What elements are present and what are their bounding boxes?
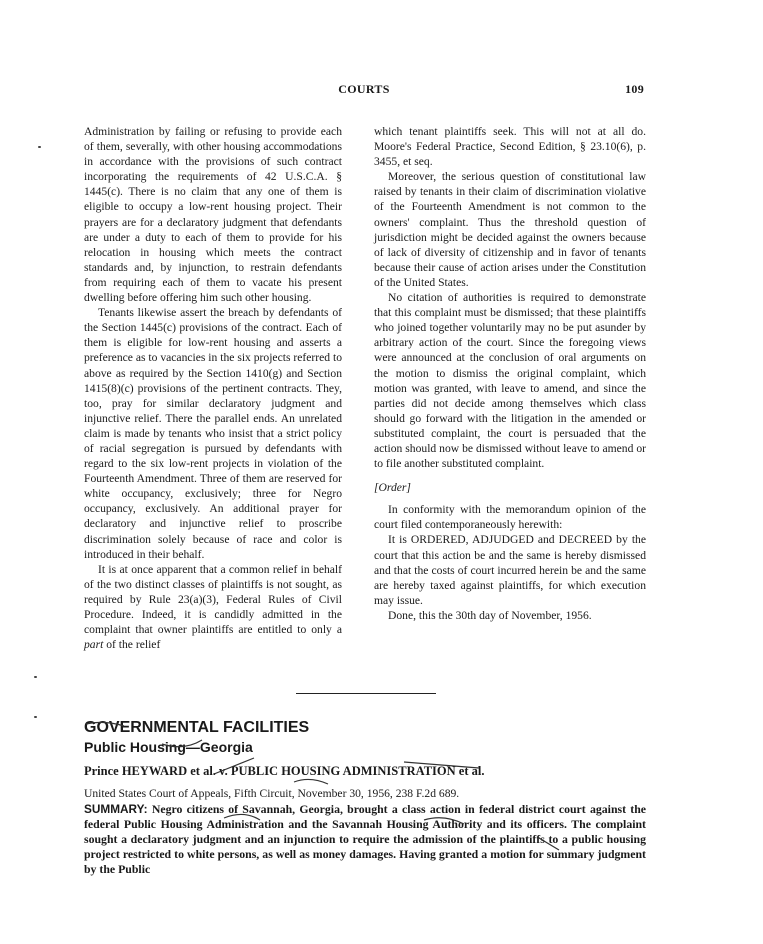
summary-text: Negro citizens of Savannah, Georgia, brought a class action in federal district court against the federal Public Housing Administration and the Savannah Housing Authority and its officers. The complaint sought a declaratory judgment and an injunction to require the admission of the plaintiffs to a public housing project restricted to white persons, as well as money damages. Having granted a motion for summary judgment by the Public <box>84 802 646 877</box>
order-paragraph: In conformity with the memorandum opinion of the court filed contemporaneously herewith: <box>374 503 646 532</box>
case-title: Prince HEYWARD et al. v. PUBLIC HOUSING ADMINISTRATION et al. <box>84 764 485 778</box>
order-paragraph: It is ORDERED, ADJUDGED and DECREED by the court that this action be and the same is hereby dismissed and that the costs of court incurred herein be and the same are hereby taxed against plaintiffs, for which execution may issue. <box>374 533 646 607</box>
italic-word: part <box>84 638 104 652</box>
order-paragraph: Done, this the 30th day of November, 1956. <box>388 608 592 622</box>
margin-speck <box>34 716 37 718</box>
order-label: [Order] <box>374 481 411 495</box>
paragraph: Tenants likewise assert the breach by defendants of the Section 1445(c) provisions of the contract. Each of them is eligible for low-rent housing and asserts a preference as to vacancies in the six projects referred to above as required by the Section 1410(g) and Section 1415(8)(c) provisions of the pertinent contracts. They, too, pray for similar declaratory judgment and injunctive relief. There the parallel ends. An unrelated claim is made by tenants who insist that a strict policy of racial segregation is pursued by defendants with regard to the six low-rent projects in violation of the Fourteenth Amendment. Three of them are reserved for white occupancy, exclusively; three for Negro occupancy, exclusively. An additional prayer for declaratory and injunctive relief to proscribe discrimination solely because of race and color is introduced in their behalf. <box>84 306 342 561</box>
paragraph: Moreover, the serious question of constitutional law raised by tenants in their claim of discrimination violative of the Fourteenth Amendment is not common to the owners' complaint. Thus the threshold question of jurisdiction might be decided against the owners because of lack of diversity of citizenship and in favor of tenants because their cause of action arises under the Constitution of the United States. <box>374 170 646 289</box>
left-column <box>84 124 342 652</box>
paragraph-text: It is at once apparent that a common relief in behalf of the two distinct classes of plaintiffs is not sought, as required by Rule 23(a)(3), Federal Rules of Civil Procedure. Indeed, it is candidly admitted in the complaint that owner plaintiffs are entitled to only a <box>84 562 342 637</box>
paragraph <box>84 562 342 653</box>
paragraph-tail: of the relief <box>103 638 161 652</box>
running-head-section: COURTS <box>338 82 390 96</box>
summary-label: SUMMARY: <box>84 802 148 816</box>
paragraph: No citation of authorities is required to demonstrate that this complaint must be dismissed; that these plaintiffs who joined together voluntarily may no be put asunder by arbitrary action of the court. Since the foregoing views were announced at the conclusion of oral arguments on the motion to dismiss the original complaint, which motion was granted, with leave to amend, and since the parties did not decide among themselves which class should go forward with the litigation in the amended or substituted complaint, the court is persuaded that the action should now be dismissed without leave to amend or to file another substituted complaint. <box>374 291 646 471</box>
right-column <box>374 124 646 623</box>
paragraph: which tenant plaintiffs seek. This will not at all do. Moore's Federal Practice, Second Edition, § 23.10(6), p. 3455, et seq. <box>374 125 646 169</box>
page-number: 109 <box>625 82 644 96</box>
margin-speck <box>38 146 41 148</box>
margin-speck <box>34 676 37 678</box>
section-divider <box>296 693 436 694</box>
section-heading: GOVERNMENTAL FACILITIES <box>84 719 310 736</box>
case-citation: United States Court of Appeals, Fifth Circuit, November 30, 1956, 238 F.2d 689. <box>84 787 460 800</box>
paragraph: Administration by failing or refusing to provide each of them, severally, with other housing accommodations in accordance with the provisions of such contract incorporating the requirements of 42 U.S.C.A. § 1445(c). There is no claim that any one of them is eligible to occupy a low-rent housing project. Their prayers are for a declaratory judgment that defendants are under a duty to each of them to provide for his relocation in housing which meets the contract standards and, by injunction, to restrain defendants from requiring each of them to vacate his present dwelling before offering him such other housing. <box>84 125 342 305</box>
section-subheading: Public Housing—Georgia <box>84 739 253 755</box>
case-summary <box>84 802 646 877</box>
